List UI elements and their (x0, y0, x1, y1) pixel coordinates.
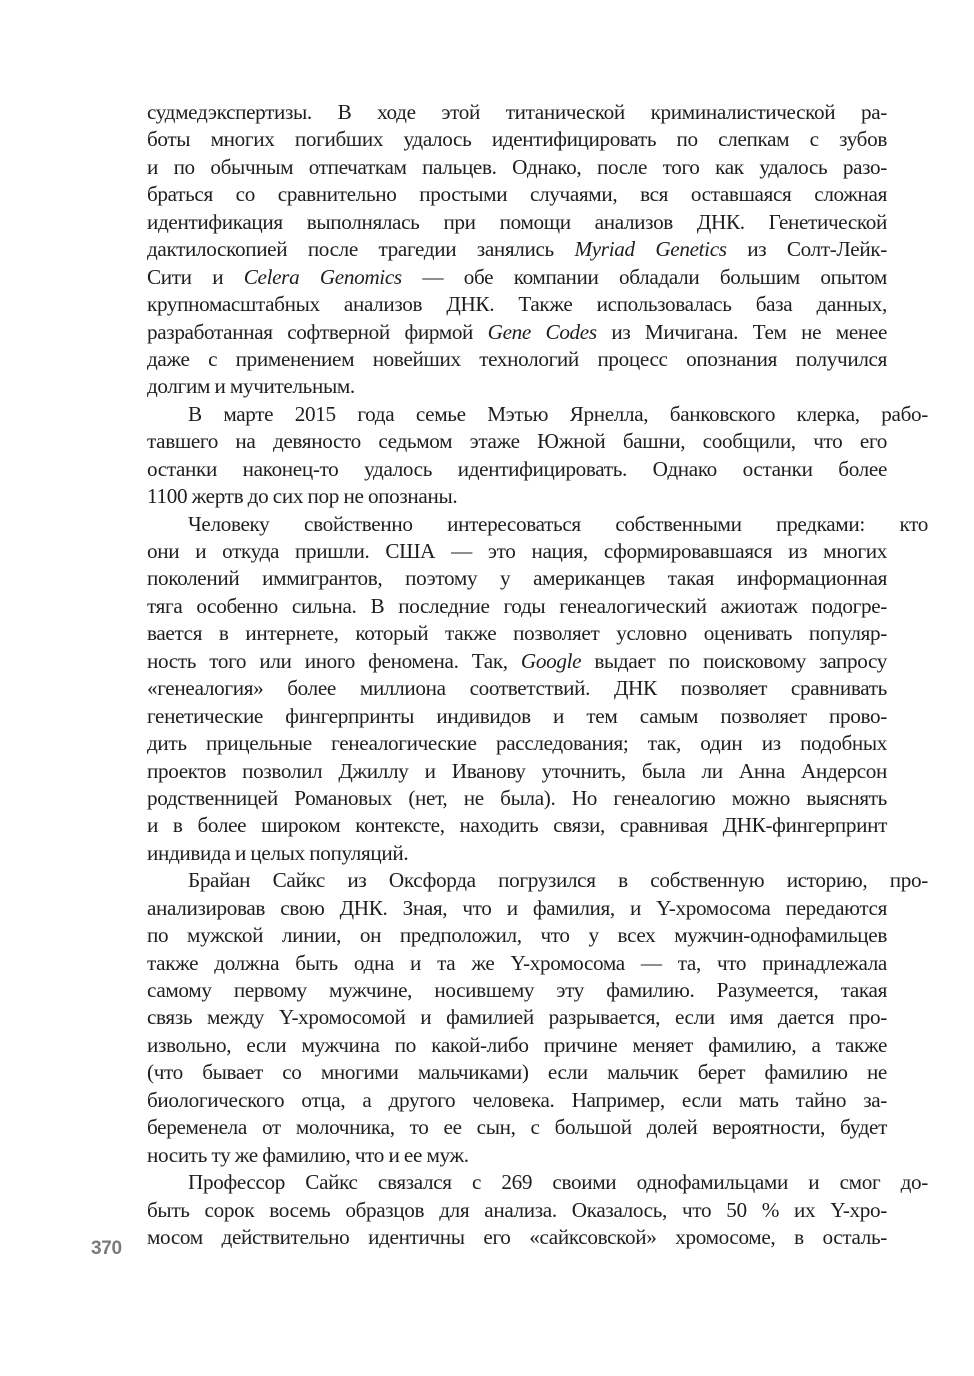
text-line (147, 264, 887, 291)
text-run: «генеалогия» более миллиона соответствий. ДНК позволяет сравнивать (147, 676, 887, 701)
text-line (147, 1224, 887, 1251)
text-run: выдает по поисковому запросу (581, 648, 887, 673)
text-run: Сити и (147, 264, 244, 289)
text-run: В марте 2015 года семье Мэтью Ярнелла, банковского клерка, рабо- (188, 401, 928, 426)
text-line (147, 648, 887, 675)
text-line (147, 154, 887, 181)
text-run: останки наконец-то удалось идентифицировать. Однако останки более (147, 456, 887, 481)
paragraph (147, 99, 887, 401)
text-run: Человеку свойственно интересоваться собственными предками: кто (188, 511, 928, 536)
text-line (147, 703, 887, 730)
text-line (147, 1197, 887, 1224)
text-run: даже с применением новейших технологий процесс опознания получился (147, 346, 887, 371)
text-run: они и откуда пришли. США — это нация, сформировавшаяся из многих (147, 539, 887, 563)
text-run: судмедэкспертизы. В ходе этой титанической криминалистической ра- (147, 100, 887, 124)
text-run: долгим и мучительным. (147, 374, 355, 399)
text-run: (что бывает со многими мальчиками) если мальчик берет фамилию не (147, 1060, 887, 1085)
text-line (147, 565, 887, 592)
text-line (147, 511, 928, 538)
text-run: и по обычным отпечаткам пальцев. Однако, после того как удалось разо- (147, 154, 887, 179)
text-line (147, 126, 887, 153)
text-run: тяга особенно сильна. В последние годы генеалогический ажиотаж подогре- (147, 593, 887, 618)
text-line (147, 675, 887, 702)
text-line (147, 456, 887, 483)
text-line (147, 99, 887, 126)
text-run: дить прицельные генеалогические расследования; так, один из подобных (147, 731, 887, 756)
text-line (147, 867, 928, 894)
text-run: генетические фингерпринты индивидов и тем самым позволяет прово- (147, 703, 887, 728)
text-run: идентификация выполнялась при помощи анализов ДНК. Генетической (147, 209, 887, 234)
text-run: — обе компании обладали большим опытом (401, 264, 887, 289)
paragraph (147, 401, 928, 511)
text-run: и в более широком контексте, находить связи, сравнивая ДНК-фингерпринт (147, 813, 887, 838)
text-run: Профессор Сайкс связался с 269 своими однофамильцами и смог до- (188, 1170, 928, 1195)
text-line (147, 620, 887, 647)
paragraph (147, 511, 928, 868)
text-line (147, 1142, 887, 1169)
text-line (147, 1169, 928, 1196)
text-run: разработанная софтверной фирмой (147, 319, 488, 344)
text-line (147, 1114, 887, 1141)
text-line (147, 785, 887, 812)
text-line (147, 1059, 887, 1086)
text-line (147, 1087, 887, 1114)
text-run: беременела от молочника, то ее сын, с большой долей вероятности, будет (147, 1115, 887, 1140)
page-body (147, 99, 928, 1251)
text-line (147, 840, 887, 867)
text-run: родственницей Романовых (нет, не была). Но генеалогию можно выяснять (147, 785, 887, 810)
text-run: самому первому мужчине, носившему эту фамилию. Разумеется, такая (147, 978, 887, 1002)
italic-term: Gene Codes (487, 319, 597, 344)
text-line (147, 209, 887, 236)
text-run: из Мичигана. Тем не менее (596, 319, 887, 344)
text-run: поколений иммигрантов, поэтому у американцев такая информационная (147, 566, 887, 591)
text-line (147, 1004, 887, 1031)
text-run: 1100 жертв до сих пор не опознаны. (147, 484, 458, 509)
text-line (147, 319, 887, 346)
text-run: из Солт-Лейк- (726, 237, 888, 262)
paragraph (147, 1169, 928, 1251)
text-line (147, 812, 887, 839)
text-line (147, 758, 887, 785)
text-line (147, 922, 887, 949)
text-run: извольно, если мужчина по какой-либо причине меняет фамилию, а также (147, 1032, 887, 1057)
text-line (147, 895, 887, 922)
text-run: ность того или иного феномена. Так, (147, 648, 521, 673)
text-run: биологического отца, а другого человека. Например, если мать тайно за- (147, 1087, 887, 1112)
text-run: по мужской линии, он предположил, что у всех мужчин-однофамильцев (147, 923, 887, 948)
text-run: также должна быть одна и та же Y-хромосома — та, что принадлежала (147, 950, 887, 975)
text-line (147, 346, 887, 373)
page-number: 370 (91, 1238, 122, 1259)
text-line (147, 181, 887, 208)
text-line (147, 373, 887, 400)
text-run: дактилоскопией после трагедии занялись (147, 237, 575, 262)
text-run: носить ту же фамилию, что и ее муж. (147, 1142, 469, 1167)
text-run: тавшего на девяносто седьмом этаже Южной башни, сообщили, что его (147, 429, 887, 454)
text-run: анализировав свою ДНК. Зная, что и фамилия, и Y-хромосома передаются (147, 895, 887, 920)
italic-term: Celera Genomics (243, 264, 402, 289)
paragraph (147, 867, 928, 1169)
text-run: Брайан Сайкс из Оксфорда погрузился в собственную историю, про- (188, 868, 928, 893)
text-line (147, 428, 887, 455)
text-run: вается в интернете, который также позволяет условно оценивать популяр- (147, 621, 887, 646)
text-line (147, 538, 887, 565)
text-line (147, 401, 928, 428)
text-line (147, 483, 887, 510)
text-line (147, 291, 887, 318)
italic-term: Google (520, 648, 582, 673)
italic-term: Myriad Genetics (574, 237, 727, 262)
text-line (147, 1032, 887, 1059)
text-run: мосом действительно идентичны его «сайксовской» хромосоме, в осталь- (147, 1224, 887, 1249)
text-run: крупномасштабных анализов ДНК. Также использовалась база данных, (147, 292, 887, 317)
text-run: боты многих погибших удалось идентифицировать по слепкам с зубов (147, 127, 887, 152)
text-run: связь между Y-хромосомой и фамилией разрывается, если имя дается про- (147, 1005, 887, 1030)
text-line (147, 730, 887, 757)
text-line (147, 236, 887, 263)
text-run: проектов позволил Джиллу и Иванову уточнить, была ли Анна Андерсон (147, 758, 887, 783)
text-run: быть сорок восемь образцов для анализа. Оказалось, что 50 % их Y-хро- (147, 1197, 887, 1222)
text-run: браться со сравнительно простыми случаями, вся оставшаяся сложная (147, 182, 887, 207)
text-run: индивида и целых популяций. (147, 840, 409, 865)
text-line (147, 950, 887, 977)
text-line (147, 977, 887, 1004)
text-line (147, 593, 887, 620)
